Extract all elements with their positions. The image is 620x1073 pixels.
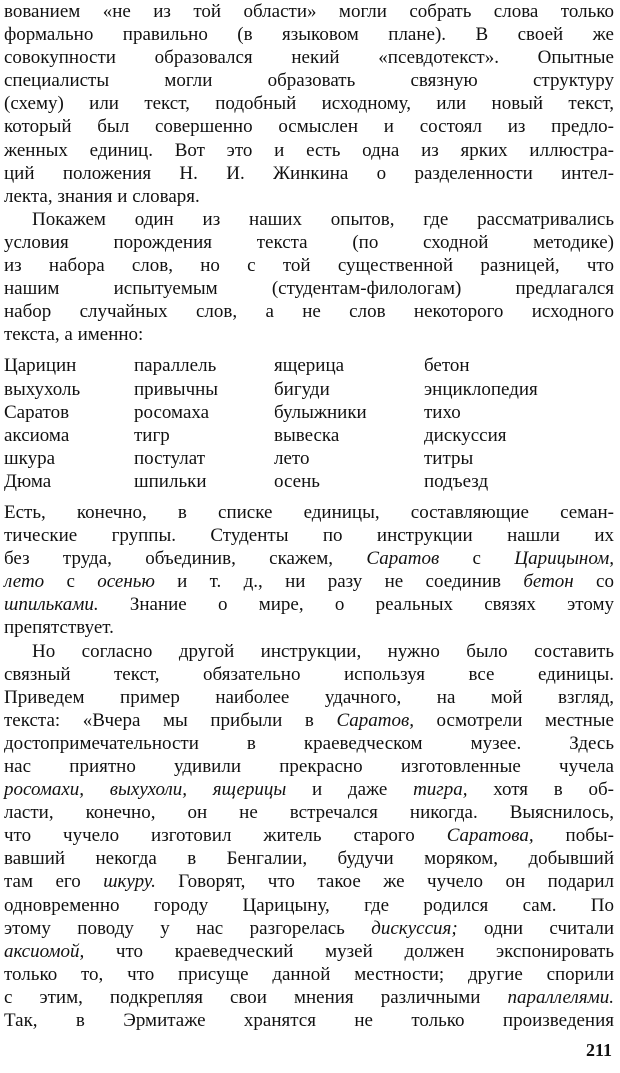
word-cell: привычны <box>134 378 219 400</box>
word-row <box>4 470 614 493</box>
text-line: Но согласно другой инструкции, нужно было составить <box>32 640 614 662</box>
page-text <box>4 0 614 1032</box>
text-line: Есть, конечно, в списке единицы, составляющие семан- <box>4 501 614 523</box>
word-cell: ящерица <box>274 355 345 377</box>
text-line: этому поводу у нас разгорелась дискуссия; одни считали <box>4 917 614 939</box>
word-cell: подъезд <box>424 470 489 492</box>
word-cell: бетон <box>424 355 470 377</box>
word-cell: дискуссия <box>424 424 507 446</box>
text-line: что чучело изготовил житель старого Саратова, побы- <box>4 825 614 847</box>
text-line: Так, в Эрмитаже хранятся не только произведения <box>4 1010 614 1032</box>
word-cell: энциклопедия <box>424 378 538 400</box>
word-cell: Саратов <box>4 401 70 423</box>
text-line: нашим испытуемым (студентам-филологам) предлагался <box>4 278 614 300</box>
word-cell: титры <box>424 447 474 469</box>
word-table <box>4 354 614 493</box>
text-line: из набора слов, но с той существенной разницей, что <box>4 255 614 277</box>
word-cell: постулат <box>134 447 206 469</box>
text-line: текста, а именно: <box>4 324 144 346</box>
text-line: нас приятно удивили прекрасно изготовленные чучела <box>4 756 614 777</box>
text-line: только то, что присуще данной местности; другие спорили <box>4 963 614 985</box>
word-cell: аксиома <box>4 424 70 446</box>
word-cell: Царицин <box>4 355 77 377</box>
text-line: вавший некогда в Бенгалии, будучи моряком, добывший <box>4 848 614 870</box>
word-cell: выхухоль <box>4 378 81 400</box>
word-cell: бигуди <box>274 378 330 400</box>
word-cell: параллель <box>134 355 217 377</box>
word-cell: росомаха <box>134 401 210 423</box>
text-line: специалисты могли образовать связную структуру <box>4 70 614 92</box>
text-line: лекта, знания и словаря. <box>4 185 200 207</box>
text-line: (схему) или текст, подобный исходному, или новый текст, <box>4 93 614 115</box>
text-line: вованием «не из той области» могли собрать слова только <box>4 1 614 22</box>
text-line: совокупности образовался некий «псевдотекст». Опытные <box>4 47 614 69</box>
text-line: аксиомой, что краеведческий музей должен экспонировать <box>4 940 614 962</box>
word-row <box>4 401 614 424</box>
text-line: ласти, конечно, он не встречался никогда. Выяснилось, <box>4 802 614 824</box>
text-line: ций положения Н. И. Жинкина о разделенности интел- <box>4 162 614 184</box>
text-line: формально правильно (в языковом плане). В своей же <box>4 24 614 46</box>
word-cell: тихо <box>424 401 461 423</box>
text-line: препятствует. <box>4 617 114 639</box>
text-line: лето с осенью и т. д., ни разу не соединив бетон со <box>4 571 614 593</box>
word-row <box>4 354 614 377</box>
text-line: условия порождения текста (по сходной методике) <box>4 231 614 253</box>
text-line: шпильками. Знание о мире, о реальных связях этому <box>4 594 614 616</box>
text-line: одновременно городу Царицыну, где родился сам. По <box>4 894 614 916</box>
paragraph-4 <box>4 640 614 1033</box>
text-line: без труда, объединив, скажем, Саратов с Царицыном, <box>4 548 615 570</box>
text-line: с этим, подкрепляя свои мнения различными параллелями. <box>4 986 614 1008</box>
text-line: который был совершенно осмыслен и состоял из предло- <box>4 116 614 138</box>
word-cell: булыжники <box>274 401 367 423</box>
text-line: Покажем один из наших опытов, где рассматривались <box>32 208 614 230</box>
text-line: тические группы. Студенты по инструкции нашли их <box>4 525 614 547</box>
word-row <box>4 378 614 401</box>
word-cell: осень <box>274 470 320 492</box>
word-cell: шкура <box>4 447 56 469</box>
paragraph-2 <box>4 208 614 347</box>
word-row <box>4 424 614 447</box>
text-line: достопримечательности в краеведческом музее. Здесь <box>4 732 614 754</box>
word-cell: тигр <box>134 424 170 446</box>
text-line: росомахи, выхухоли, ящерицы и даже тигра, хотя в об- <box>4 779 614 801</box>
text-line: там его шкуру. Говорят, что такое же чучело он подарил <box>4 871 615 893</box>
word-cell: вывеска <box>274 424 340 446</box>
word-cell: шпильки <box>134 470 207 492</box>
word-cell: лето <box>274 447 310 469</box>
text-line: набор случайных слов, а не слов некоторого исходного <box>4 301 614 323</box>
word-cell: Дюма <box>4 470 52 492</box>
paragraph-3 <box>4 501 614 640</box>
word-row <box>4 447 614 470</box>
text-line: женных единиц. Вот это и есть одна из ярких иллюстра- <box>4 139 614 161</box>
page-number: 211 <box>585 1040 612 1060</box>
text-line: текста: «Вчера мы прибыли в Саратов, осмотрели местные <box>4 709 614 731</box>
text-line: связный текст, обязательно используя все единицы. <box>4 663 614 685</box>
paragraph-1 <box>4 0 614 208</box>
text-line: Приведем пример наиболее удачного, на мой взгляд, <box>4 686 614 708</box>
